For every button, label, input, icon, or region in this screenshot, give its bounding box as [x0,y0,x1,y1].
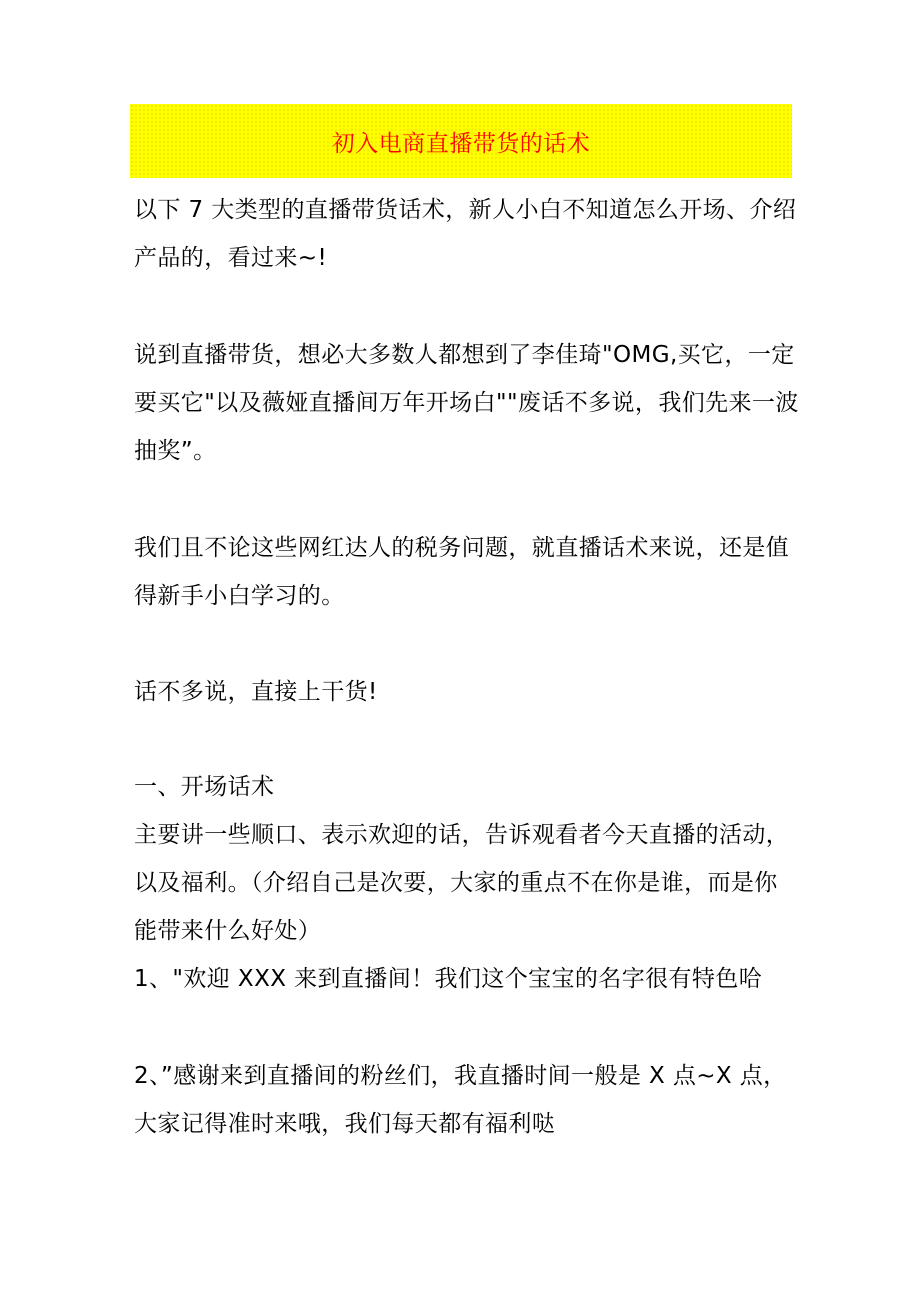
document-title: 初入电商直播带货的话术 [331,130,591,157]
paragraph-line: 说到直播带货，想必大多数人都想到了李佳琦"OMG,买它，一定 [134,342,795,368]
paragraph-line: 大家记得准时来哦，我们每天都有福利哒 [134,1111,556,1137]
paragraph-line: 以及福利。（介绍自己是次要，大家的重点不在你是谁，而是你 [134,870,778,896]
section-heading: 一、开场话术 [134,774,275,800]
list-item: 2、”感谢来到直播间的粉丝们，我直播时间一般是 X 点~X 点， [134,1063,787,1089]
paragraph-line: 我们且不论这些网红达人的税务问题，就直播话术来说，还是值 [134,535,790,561]
paragraph-line: 得新手小白学习的。 [134,583,345,609]
list-item: 1、"欢迎 XXX 来到直播间！我们这个宝宝的名字很有特色哈 [134,966,763,992]
paragraph-line: 产品的，看过来~! [134,245,328,271]
paragraph-line: 话不多说，直接上干货! [134,679,378,705]
paragraph-line: 能带来什么好处） [134,918,322,944]
paragraph-line: 要买它"以及薇娅直播间万年开场白""废话不多说，我们先来一波 [134,390,799,416]
paragraph-line: 主要讲一些顺口、表示欢迎的话，告诉观看者今天直播的活动， [134,822,790,848]
paragraph-line: 抽奖”。 [134,438,217,464]
title-banner [130,104,792,178]
paragraph-line: 以下 7 大类型的直播带货话术，新人小白不知道怎么开场、介绍 [134,197,797,223]
